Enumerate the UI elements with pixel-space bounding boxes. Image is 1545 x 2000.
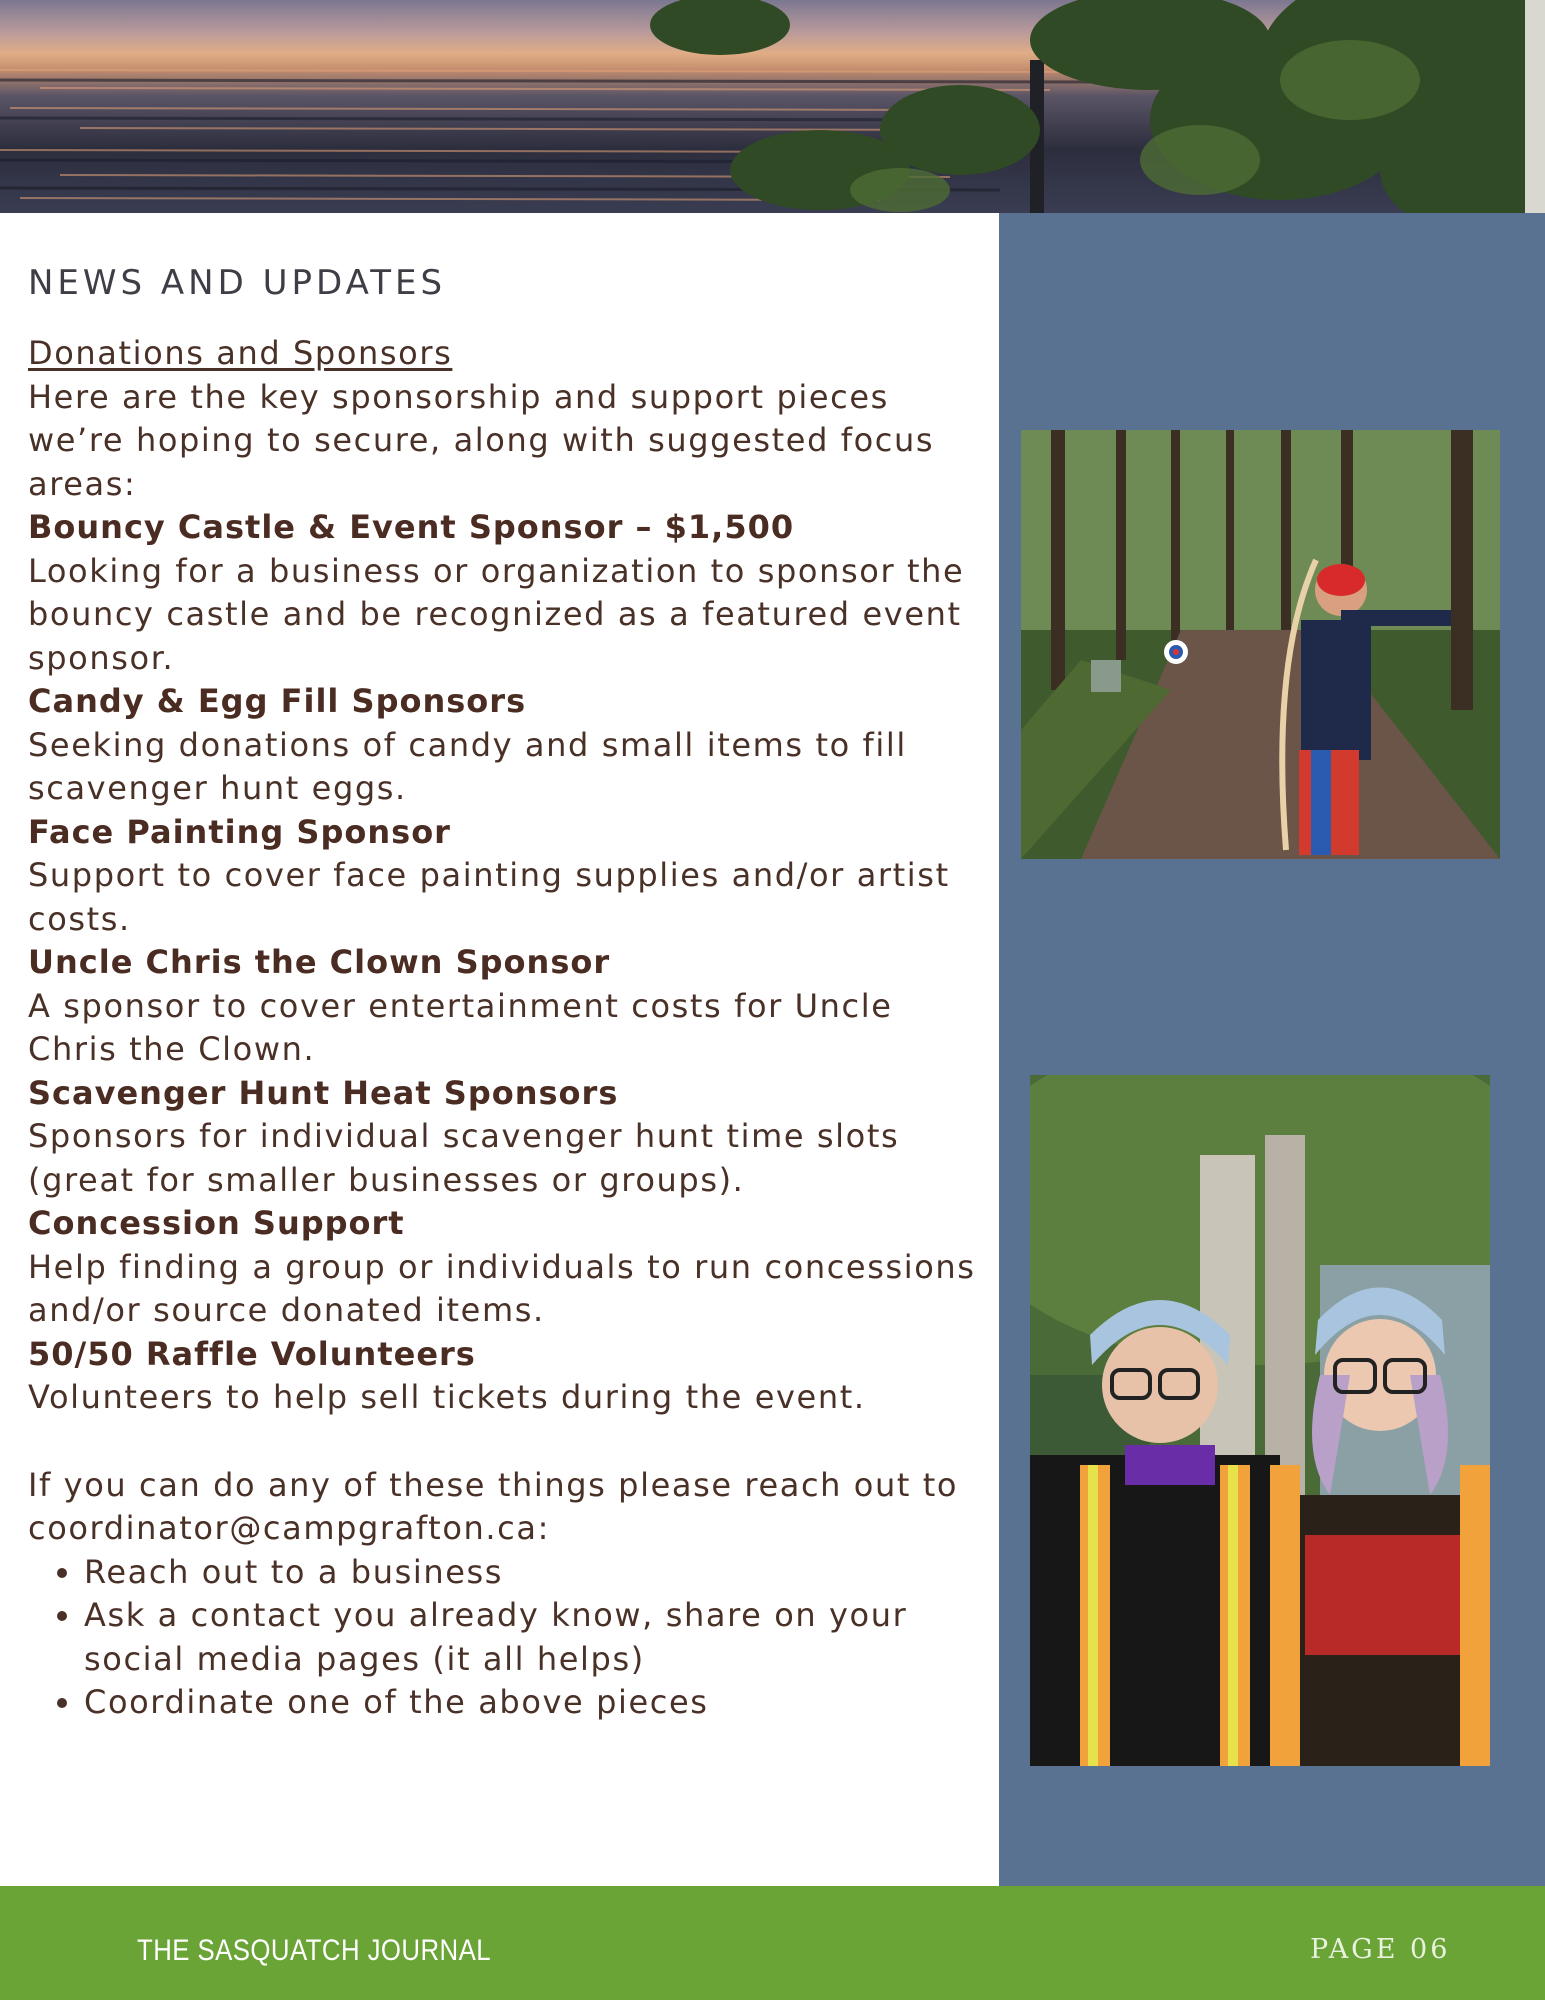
help-list	[28, 1551, 983, 1725]
spacer	[28, 1420, 983, 1464]
sponsor-title: Uncle Chris the Clown Sponsor	[28, 943, 611, 981]
sponsor-description: Seeking donations of candy and small items to fill scavenger hunt eggs.	[28, 725, 907, 807]
sponsor-description: Sponsors for individual scavenger hunt time slots (great for smaller businesses or groups).	[28, 1117, 900, 1199]
footer	[0, 1886, 1545, 2000]
header-banner-photo	[0, 0, 1545, 213]
archery-photo	[1021, 430, 1500, 859]
sponsor-description: Volunteers to help sell tickets during the event.	[28, 1378, 866, 1416]
page-number: PAGE 06	[1310, 1934, 1451, 1965]
sponsor-title: Concession Support	[28, 1204, 405, 1242]
sponsor-title: Bouncy Castle & Event Sponsor – $1,500	[28, 508, 795, 546]
sponsor-title: Face Painting Sponsor	[28, 812, 451, 851]
help-list-item: • Reach out to a business	[84, 1551, 983, 1595]
call-to-action-text: If you can do any of these things please reach out to coordinator@campgrafton.ca:	[28, 1465, 959, 1547]
journal-name: THE SASQUATCH JOURNAL	[137, 1934, 492, 1967]
volunteers-photo	[1030, 1075, 1490, 1766]
sponsor-description: Looking for a business or organization to sponsor the bouncy castle and be recognized as a featured event sponsor.	[28, 551, 965, 677]
sponsor-title: 50/50 Raffle Volunteers	[28, 1334, 476, 1373]
main-content	[28, 258, 983, 1725]
section-title: NEWS AND UPDATES	[28, 263, 447, 303]
sponsor-description: A sponsor to cover entertainment costs for Uncle Chris the Clown.	[28, 986, 893, 1068]
sponsor-title: Scavenger Hunt Heat Sponsors	[28, 1073, 619, 1112]
sponsor-description: Support to cover face painting supplies and/or artist costs.	[28, 856, 950, 938]
sponsor-description: Help finding a group or individuals to run concessions and/or source donated items.	[28, 1247, 976, 1329]
intro-text: Here are the key sponsorship and support pieces we’re hoping to secure, along with suggested focus areas:	[28, 377, 935, 503]
sponsor-title: Candy & Egg Fill Sponsors	[28, 682, 527, 720]
help-list-item: • Coordinate one of the above pieces	[84, 1681, 983, 1725]
subheading: Donations and Sponsors	[28, 334, 453, 372]
help-list-item: • Ask a contact you already know, share on your social media pages (it all helps)	[84, 1594, 983, 1681]
lake-sunset-image	[0, 0, 1545, 213]
